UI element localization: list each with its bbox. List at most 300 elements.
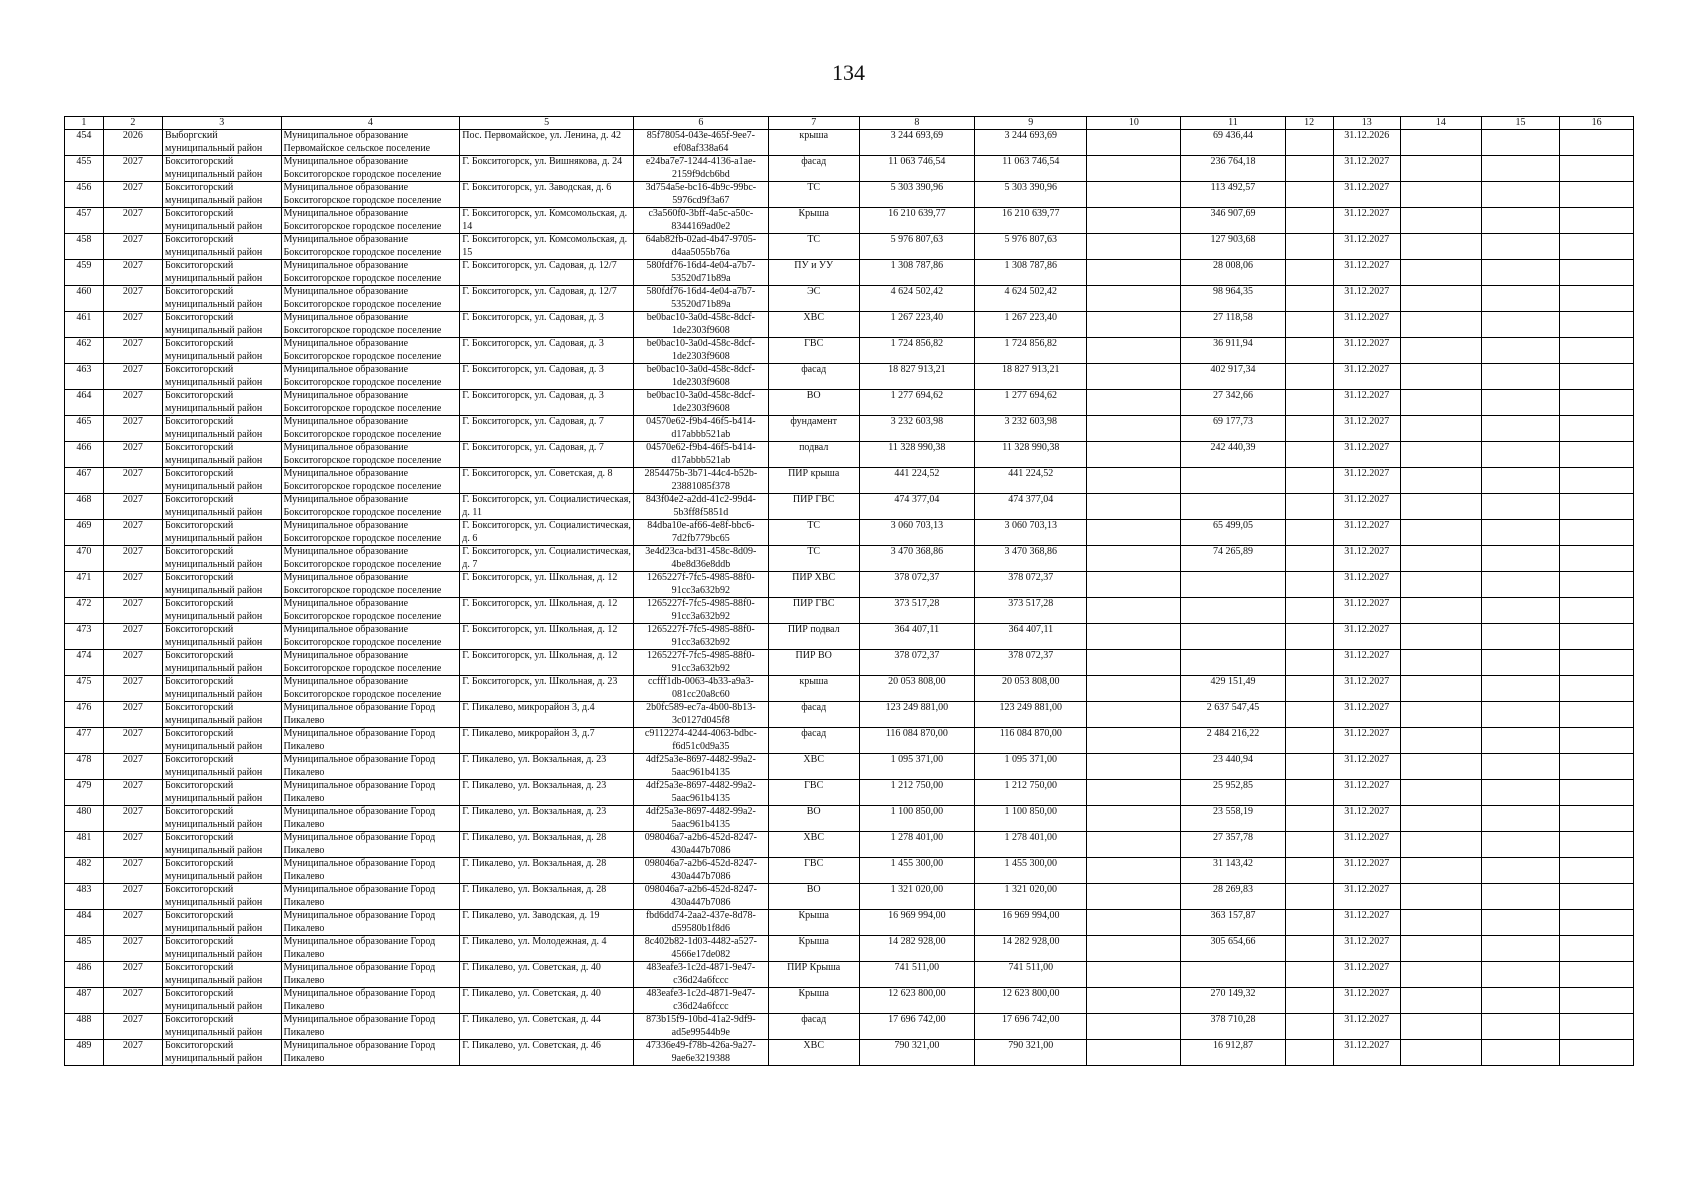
col-10-cell bbox=[1087, 1014, 1181, 1040]
deadline-cell: 31.12.2027 bbox=[1333, 234, 1400, 260]
district-cell: Бокситогорский муниципальный район bbox=[163, 1014, 281, 1040]
col-11-cell: 236 764,18 bbox=[1181, 156, 1285, 182]
address-cell: Г. Пикалево, ул. Вокзальная, д. 23 bbox=[460, 806, 634, 832]
total-cost-cell: 123 249 881,00 bbox=[859, 702, 974, 728]
table-row bbox=[65, 442, 1634, 468]
district-cell: Бокситогорский муниципальный район bbox=[163, 338, 281, 364]
col-12-cell bbox=[1285, 364, 1333, 390]
fund-amount-cell: 5 303 390,96 bbox=[975, 182, 1087, 208]
district-cell: Бокситогорский муниципальный район bbox=[163, 442, 281, 468]
column-number-header: 12 bbox=[1285, 117, 1333, 130]
col-16-cell bbox=[1560, 832, 1634, 858]
col-12-cell bbox=[1285, 598, 1333, 624]
col-14-cell bbox=[1401, 884, 1482, 910]
row-number-cell: 484 bbox=[65, 910, 104, 936]
col-12-cell bbox=[1285, 494, 1333, 520]
year-cell: 2027 bbox=[103, 468, 162, 494]
deadline-cell: 31.12.2027 bbox=[1333, 676, 1400, 702]
work-type-cell: ХВС bbox=[768, 1040, 859, 1066]
house-id-cell: 483eafe3-1c2d-4871-9e47-c36d24a6fccc bbox=[633, 988, 768, 1014]
address-cell: Г. Пикалево, ул. Вокзальная, д. 28 bbox=[460, 884, 634, 910]
municipality-cell: Муниципальное образование Бокситогорское городское поселение bbox=[281, 338, 460, 364]
table-row bbox=[65, 364, 1634, 390]
address-cell: Г. Бокситогорск, ул. Школьная, д. 23 bbox=[460, 676, 634, 702]
house-id-cell: 4df25a3e-8697-4482-99a2-5aac961b4135 bbox=[633, 754, 768, 780]
col-11-cell: 429 151,49 bbox=[1181, 676, 1285, 702]
col-14-cell bbox=[1401, 416, 1482, 442]
page-number: 134 bbox=[832, 60, 865, 85]
municipality-cell: Муниципальное образование Бокситогорское городское поселение bbox=[281, 676, 460, 702]
district-cell: Бокситогорский муниципальный район bbox=[163, 364, 281, 390]
column-number-header: 2 bbox=[103, 117, 162, 130]
col-10-cell bbox=[1087, 546, 1181, 572]
table-row bbox=[65, 416, 1634, 442]
work-type-cell: фасад bbox=[768, 1014, 859, 1040]
work-type-cell: ЭС bbox=[768, 286, 859, 312]
deadline-cell: 31.12.2027 bbox=[1333, 182, 1400, 208]
col-10-cell bbox=[1087, 988, 1181, 1014]
col-10-cell bbox=[1087, 338, 1181, 364]
col-11-cell: 402 917,34 bbox=[1181, 364, 1285, 390]
col-14-cell bbox=[1401, 234, 1482, 260]
row-number-cell: 488 bbox=[65, 1014, 104, 1040]
table-row bbox=[65, 650, 1634, 676]
col-15-cell bbox=[1481, 832, 1560, 858]
municipality-cell: Муниципальное образование Бокситогорское городское поселение bbox=[281, 442, 460, 468]
district-cell: Бокситогорский муниципальный район bbox=[163, 650, 281, 676]
municipality-cell: Муниципальное образование Город Пикалево bbox=[281, 910, 460, 936]
municipality-cell: Муниципальное образование Первомайское сельское поселение bbox=[281, 130, 460, 156]
work-type-cell: ПИР Крыша bbox=[768, 962, 859, 988]
address-cell: Г. Бокситогорск, ул. Советская, д. 8 bbox=[460, 468, 634, 494]
work-type-cell: ГВС bbox=[768, 780, 859, 806]
total-cost-cell: 20 053 808,00 bbox=[859, 676, 974, 702]
deadline-cell: 31.12.2027 bbox=[1333, 988, 1400, 1014]
municipality-cell: Муниципальное образование Бокситогорское городское поселение bbox=[281, 468, 460, 494]
address-cell: Г. Бокситогорск, ул. Садовая, д. 3 bbox=[460, 364, 634, 390]
col-12-cell bbox=[1285, 806, 1333, 832]
col-16-cell bbox=[1560, 858, 1634, 884]
house-id-cell: 1265227f-7fc5-4985-88f0-91cc3a632b92 bbox=[633, 598, 768, 624]
table-row bbox=[65, 156, 1634, 182]
work-type-cell: ГВС bbox=[768, 338, 859, 364]
deadline-cell: 31.12.2027 bbox=[1333, 364, 1400, 390]
work-type-cell: ВО bbox=[768, 390, 859, 416]
col-14-cell bbox=[1401, 182, 1482, 208]
deadline-cell: 31.12.2027 bbox=[1333, 598, 1400, 624]
col-14-cell bbox=[1401, 442, 1482, 468]
column-number-header: 10 bbox=[1087, 117, 1181, 130]
col-15-cell bbox=[1481, 650, 1560, 676]
col-11-cell: 28 269,83 bbox=[1181, 884, 1285, 910]
table-row bbox=[65, 338, 1634, 364]
district-cell: Бокситогорский муниципальный район bbox=[163, 312, 281, 338]
col-11-cell bbox=[1181, 962, 1285, 988]
house-id-cell: be0bac10-3a0d-458c-8dcf-1de2303f9608 bbox=[633, 338, 768, 364]
house-id-cell: 8c402b82-1d03-4482-a527-4566e17de082 bbox=[633, 936, 768, 962]
col-16-cell bbox=[1560, 806, 1634, 832]
col-11-cell: 98 964,35 bbox=[1181, 286, 1285, 312]
col-16-cell bbox=[1560, 468, 1634, 494]
address-cell: Г. Бокситогорск, ул. Школьная, д. 12 bbox=[460, 624, 634, 650]
table-row bbox=[65, 598, 1634, 624]
col-11-cell: 69 177,73 bbox=[1181, 416, 1285, 442]
house-id-cell: 84dba10e-af66-4e8f-bbc6-7d2fb779bc65 bbox=[633, 520, 768, 546]
work-type-cell: подвал bbox=[768, 442, 859, 468]
table-row bbox=[65, 208, 1634, 234]
row-number-cell: 454 bbox=[65, 130, 104, 156]
deadline-cell: 31.12.2027 bbox=[1333, 260, 1400, 286]
col-15-cell bbox=[1481, 234, 1560, 260]
col-12-cell bbox=[1285, 858, 1333, 884]
deadline-cell: 31.12.2027 bbox=[1333, 156, 1400, 182]
col-11-cell bbox=[1181, 468, 1285, 494]
district-cell: Бокситогорский муниципальный район bbox=[163, 910, 281, 936]
total-cost-cell: 1 095 371,00 bbox=[859, 754, 974, 780]
house-id-cell: 843f04e2-a2dd-41c2-99d4-5b3ff8f5851d bbox=[633, 494, 768, 520]
col-15-cell bbox=[1481, 468, 1560, 494]
work-type-cell: ВО bbox=[768, 806, 859, 832]
address-cell: Г. Пикалево, ул. Молодежная, д. 4 bbox=[460, 936, 634, 962]
address-cell: Г. Пикалево, ул. Советская, д. 40 bbox=[460, 962, 634, 988]
col-16-cell bbox=[1560, 962, 1634, 988]
total-cost-cell: 441 224,52 bbox=[859, 468, 974, 494]
col-11-cell: 2 637 547,45 bbox=[1181, 702, 1285, 728]
total-cost-cell: 116 084 870,00 bbox=[859, 728, 974, 754]
col-15-cell bbox=[1481, 598, 1560, 624]
col-16-cell bbox=[1560, 208, 1634, 234]
col-10-cell bbox=[1087, 650, 1181, 676]
table-row bbox=[65, 312, 1634, 338]
house-id-cell: 4df25a3e-8697-4482-99a2-5aac961b4135 bbox=[633, 780, 768, 806]
col-15-cell bbox=[1481, 702, 1560, 728]
year-cell: 2027 bbox=[103, 936, 162, 962]
fund-amount-cell: 17 696 742,00 bbox=[975, 1014, 1087, 1040]
col-12-cell bbox=[1285, 208, 1333, 234]
house-id-cell: 4df25a3e-8697-4482-99a2-5aac961b4135 bbox=[633, 806, 768, 832]
work-type-cell: фундамент bbox=[768, 416, 859, 442]
row-number-cell: 461 bbox=[65, 312, 104, 338]
col-11-cell: 27 342,66 bbox=[1181, 390, 1285, 416]
municipality-cell: Муниципальное образование Бокситогорское городское поселение bbox=[281, 182, 460, 208]
total-cost-cell: 3 244 693,69 bbox=[859, 130, 974, 156]
year-cell: 2027 bbox=[103, 754, 162, 780]
col-10-cell bbox=[1087, 832, 1181, 858]
fund-amount-cell: 1 278 401,00 bbox=[975, 832, 1087, 858]
municipality-cell: Муниципальное образование Город Пикалево bbox=[281, 780, 460, 806]
col-16-cell bbox=[1560, 546, 1634, 572]
district-cell: Бокситогорский муниципальный район bbox=[163, 1040, 281, 1066]
col-12-cell bbox=[1285, 650, 1333, 676]
col-16-cell bbox=[1560, 676, 1634, 702]
total-cost-cell: 373 517,28 bbox=[859, 598, 974, 624]
col-14-cell bbox=[1401, 1040, 1482, 1066]
fund-amount-cell: 16 210 639,77 bbox=[975, 208, 1087, 234]
municipality-cell: Муниципальное образование Бокситогорское городское поселение bbox=[281, 208, 460, 234]
col-14-cell bbox=[1401, 728, 1482, 754]
col-16-cell bbox=[1560, 234, 1634, 260]
col-14-cell bbox=[1401, 910, 1482, 936]
total-cost-cell: 3 470 368,86 bbox=[859, 546, 974, 572]
deadline-cell: 31.12.2027 bbox=[1333, 884, 1400, 910]
row-number-cell: 470 bbox=[65, 546, 104, 572]
header-row bbox=[65, 117, 1634, 130]
house-id-cell: 04570e62-f9b4-46f5-b414-d17abbb521ab bbox=[633, 416, 768, 442]
municipality-cell: Муниципальное образование Город Пикалево bbox=[281, 858, 460, 884]
col-11-cell bbox=[1181, 624, 1285, 650]
col-15-cell bbox=[1481, 494, 1560, 520]
row-number-cell: 462 bbox=[65, 338, 104, 364]
col-15-cell bbox=[1481, 208, 1560, 234]
col-12-cell bbox=[1285, 988, 1333, 1014]
total-cost-cell: 1 455 300,00 bbox=[859, 858, 974, 884]
col-15-cell bbox=[1481, 1014, 1560, 1040]
district-cell: Бокситогорский муниципальный район bbox=[163, 234, 281, 260]
table-row bbox=[65, 1040, 1634, 1066]
year-cell: 2027 bbox=[103, 312, 162, 338]
col-15-cell bbox=[1481, 364, 1560, 390]
fund-amount-cell: 1 095 371,00 bbox=[975, 754, 1087, 780]
col-16-cell bbox=[1560, 910, 1634, 936]
row-number-cell: 474 bbox=[65, 650, 104, 676]
col-16-cell bbox=[1560, 936, 1634, 962]
row-number-cell: 480 bbox=[65, 806, 104, 832]
col-14-cell bbox=[1401, 754, 1482, 780]
col-12-cell bbox=[1285, 156, 1333, 182]
col-10-cell bbox=[1087, 520, 1181, 546]
col-15-cell bbox=[1481, 988, 1560, 1014]
col-16-cell bbox=[1560, 156, 1634, 182]
register-table bbox=[64, 116, 1634, 1066]
deadline-cell: 31.12.2027 bbox=[1333, 728, 1400, 754]
fund-amount-cell: 373 517,28 bbox=[975, 598, 1087, 624]
col-16-cell bbox=[1560, 520, 1634, 546]
col-15-cell bbox=[1481, 806, 1560, 832]
district-cell: Бокситогорский муниципальный район bbox=[163, 936, 281, 962]
address-cell: Г. Бокситогорск, ул. Вишнякова, д. 24 bbox=[460, 156, 634, 182]
col-16-cell bbox=[1560, 130, 1634, 156]
total-cost-cell: 741 511,00 bbox=[859, 962, 974, 988]
municipality-cell: Муниципальное образование Город Пикалево bbox=[281, 806, 460, 832]
year-cell: 2027 bbox=[103, 624, 162, 650]
col-10-cell bbox=[1087, 754, 1181, 780]
work-type-cell: крыша bbox=[768, 676, 859, 702]
col-14-cell bbox=[1401, 650, 1482, 676]
house-id-cell: 1265227f-7fc5-4985-88f0-91cc3a632b92 bbox=[633, 650, 768, 676]
address-cell: Г. Пикалево, ул. Советская, д. 44 bbox=[460, 1014, 634, 1040]
address-cell: Г. Бокситогорск, ул. Садовая, д. 7 bbox=[460, 416, 634, 442]
total-cost-cell: 790 321,00 bbox=[859, 1040, 974, 1066]
col-10-cell bbox=[1087, 156, 1181, 182]
table-row bbox=[65, 260, 1634, 286]
work-type-cell: фасад bbox=[768, 702, 859, 728]
col-16-cell bbox=[1560, 286, 1634, 312]
col-10-cell bbox=[1087, 234, 1181, 260]
col-12-cell bbox=[1285, 338, 1333, 364]
col-15-cell bbox=[1481, 520, 1560, 546]
total-cost-cell: 378 072,37 bbox=[859, 650, 974, 676]
total-cost-cell: 17 696 742,00 bbox=[859, 1014, 974, 1040]
municipality-cell: Муниципальное образование Бокситогорское городское поселение bbox=[281, 364, 460, 390]
district-cell: Бокситогорский муниципальный район bbox=[163, 728, 281, 754]
municipality-cell: Муниципальное образование Бокситогорское городское поселение bbox=[281, 520, 460, 546]
col-16-cell bbox=[1560, 650, 1634, 676]
fund-amount-cell: 11 063 746,54 bbox=[975, 156, 1087, 182]
col-14-cell bbox=[1401, 156, 1482, 182]
district-cell: Бокситогорский муниципальный район bbox=[163, 572, 281, 598]
col-14-cell bbox=[1401, 286, 1482, 312]
district-cell: Бокситогорский муниципальный район bbox=[163, 858, 281, 884]
fund-amount-cell: 3 244 693,69 bbox=[975, 130, 1087, 156]
house-id-cell: be0bac10-3a0d-458c-8dcf-1de2303f9608 bbox=[633, 312, 768, 338]
deadline-cell: 31.12.2027 bbox=[1333, 1040, 1400, 1066]
col-10-cell bbox=[1087, 676, 1181, 702]
work-type-cell: ПИР подвал bbox=[768, 624, 859, 650]
fund-amount-cell: 1 267 223,40 bbox=[975, 312, 1087, 338]
col-12-cell bbox=[1285, 416, 1333, 442]
house-id-cell: 2b0fc589-ec7a-4b00-8b13-3c0127d045f8 bbox=[633, 702, 768, 728]
address-cell: Г. Бокситогорск, ул. Комсомольская, д. 14 bbox=[460, 208, 634, 234]
district-cell: Бокситогорский муниципальный район bbox=[163, 468, 281, 494]
address-cell: Г. Бокситогорск, ул. Садовая, д. 7 bbox=[460, 442, 634, 468]
row-number-cell: 489 bbox=[65, 1040, 104, 1066]
municipality-cell: Муниципальное образование Город Пикалево bbox=[281, 988, 460, 1014]
col-16-cell bbox=[1560, 598, 1634, 624]
row-number-cell: 466 bbox=[65, 442, 104, 468]
table-row bbox=[65, 130, 1634, 156]
row-number-cell: 471 bbox=[65, 572, 104, 598]
municipality-cell: Муниципальное образование Город Пикалево bbox=[281, 832, 460, 858]
col-11-cell: 16 912,87 bbox=[1181, 1040, 1285, 1066]
col-12-cell bbox=[1285, 572, 1333, 598]
year-cell: 2027 bbox=[103, 910, 162, 936]
work-type-cell: Крыша bbox=[768, 936, 859, 962]
work-type-cell: ВО bbox=[768, 884, 859, 910]
work-type-cell: фасад bbox=[768, 156, 859, 182]
total-cost-cell: 3 060 703,13 bbox=[859, 520, 974, 546]
col-10-cell bbox=[1087, 858, 1181, 884]
total-cost-cell: 11 063 746,54 bbox=[859, 156, 974, 182]
col-10-cell bbox=[1087, 364, 1181, 390]
col-14-cell bbox=[1401, 936, 1482, 962]
house-id-cell: ccfff1db-0063-4b33-a9a3-081cc20a8c60 bbox=[633, 676, 768, 702]
total-cost-cell: 1 100 850,00 bbox=[859, 806, 974, 832]
column-number-header: 4 bbox=[281, 117, 460, 130]
address-cell: Г. Пикалево, ул. Вокзальная, д. 23 bbox=[460, 754, 634, 780]
fund-amount-cell: 378 072,37 bbox=[975, 572, 1087, 598]
col-12-cell bbox=[1285, 1040, 1333, 1066]
column-number-header: 13 bbox=[1333, 117, 1400, 130]
col-16-cell bbox=[1560, 624, 1634, 650]
col-12-cell bbox=[1285, 260, 1333, 286]
total-cost-cell: 1 724 856,82 bbox=[859, 338, 974, 364]
col-10-cell bbox=[1087, 702, 1181, 728]
deadline-cell: 31.12.2027 bbox=[1333, 390, 1400, 416]
col-15-cell bbox=[1481, 338, 1560, 364]
work-type-cell: Крыша bbox=[768, 988, 859, 1014]
deadline-cell: 31.12.2027 bbox=[1333, 208, 1400, 234]
municipality-cell: Муниципальное образование Бокситогорское городское поселение bbox=[281, 650, 460, 676]
year-cell: 2027 bbox=[103, 260, 162, 286]
year-cell: 2027 bbox=[103, 286, 162, 312]
total-cost-cell: 1 267 223,40 bbox=[859, 312, 974, 338]
col-10-cell bbox=[1087, 208, 1181, 234]
col-14-cell bbox=[1401, 208, 1482, 234]
year-cell: 2027 bbox=[103, 442, 162, 468]
address-cell: Г. Бокситогорск, ул. Садовая, д. 12/7 bbox=[460, 286, 634, 312]
work-type-cell: Крыша bbox=[768, 910, 859, 936]
year-cell: 2027 bbox=[103, 728, 162, 754]
fund-amount-cell: 1 308 787,86 bbox=[975, 260, 1087, 286]
col-10-cell bbox=[1087, 130, 1181, 156]
municipality-cell: Муниципальное образование Бокситогорское городское поселение bbox=[281, 598, 460, 624]
col-14-cell bbox=[1401, 312, 1482, 338]
house-id-cell: c9112274-4244-4063-bdbc-f6d51c0d9a35 bbox=[633, 728, 768, 754]
address-cell: Г. Бокситогорск, ул. Комсомольская, д. 15 bbox=[460, 234, 634, 260]
deadline-cell: 31.12.2027 bbox=[1333, 520, 1400, 546]
col-12-cell bbox=[1285, 780, 1333, 806]
table-row bbox=[65, 182, 1634, 208]
deadline-cell: 31.12.2027 bbox=[1333, 572, 1400, 598]
fund-amount-cell: 1 212 750,00 bbox=[975, 780, 1087, 806]
total-cost-cell: 16 969 994,00 bbox=[859, 910, 974, 936]
work-type-cell: ПИР ГВС bbox=[768, 598, 859, 624]
col-11-cell bbox=[1181, 494, 1285, 520]
col-16-cell bbox=[1560, 416, 1634, 442]
col-10-cell bbox=[1087, 572, 1181, 598]
fund-amount-cell: 5 976 807,63 bbox=[975, 234, 1087, 260]
house-id-cell: be0bac10-3a0d-458c-8dcf-1de2303f9608 bbox=[633, 390, 768, 416]
deadline-cell: 31.12.2027 bbox=[1333, 650, 1400, 676]
fund-amount-cell: 1 724 856,82 bbox=[975, 338, 1087, 364]
deadline-cell: 31.12.2027 bbox=[1333, 702, 1400, 728]
work-type-cell: ТС bbox=[768, 234, 859, 260]
address-cell: Г. Бокситогорск, ул. Заводская, д. 6 bbox=[460, 182, 634, 208]
deadline-cell: 31.12.2027 bbox=[1333, 936, 1400, 962]
address-cell: Г. Бокситогорск, ул. Школьная, д. 12 bbox=[460, 650, 634, 676]
row-number-cell: 486 bbox=[65, 962, 104, 988]
col-11-cell: 36 911,94 bbox=[1181, 338, 1285, 364]
fund-amount-cell: 20 053 808,00 bbox=[975, 676, 1087, 702]
col-11-cell: 23 558,19 bbox=[1181, 806, 1285, 832]
col-10-cell bbox=[1087, 910, 1181, 936]
deadline-cell: 31.12.2027 bbox=[1333, 286, 1400, 312]
col-12-cell bbox=[1285, 676, 1333, 702]
table-row bbox=[65, 234, 1634, 260]
row-number-cell: 455 bbox=[65, 156, 104, 182]
col-11-cell: 74 265,89 bbox=[1181, 546, 1285, 572]
col-15-cell bbox=[1481, 1040, 1560, 1066]
row-number-cell: 465 bbox=[65, 416, 104, 442]
col-14-cell bbox=[1401, 364, 1482, 390]
col-10-cell bbox=[1087, 286, 1181, 312]
col-16-cell bbox=[1560, 338, 1634, 364]
col-16-cell bbox=[1560, 182, 1634, 208]
house-id-cell: 098046a7-a2b6-452d-8247-430a447b7086 bbox=[633, 858, 768, 884]
col-10-cell bbox=[1087, 1040, 1181, 1066]
work-type-cell: ПИР ХВС bbox=[768, 572, 859, 598]
deadline-cell: 31.12.2027 bbox=[1333, 806, 1400, 832]
row-number-cell: 458 bbox=[65, 234, 104, 260]
row-number-cell: 476 bbox=[65, 702, 104, 728]
district-cell: Бокситогорский муниципальный район bbox=[163, 702, 281, 728]
address-cell: Г. Пикалево, микрорайон 3, д.4 bbox=[460, 702, 634, 728]
deadline-cell: 31.12.2027 bbox=[1333, 910, 1400, 936]
year-cell: 2027 bbox=[103, 832, 162, 858]
year-cell: 2027 bbox=[103, 702, 162, 728]
district-cell: Бокситогорский муниципальный район bbox=[163, 988, 281, 1014]
deadline-cell: 31.12.2027 bbox=[1333, 494, 1400, 520]
